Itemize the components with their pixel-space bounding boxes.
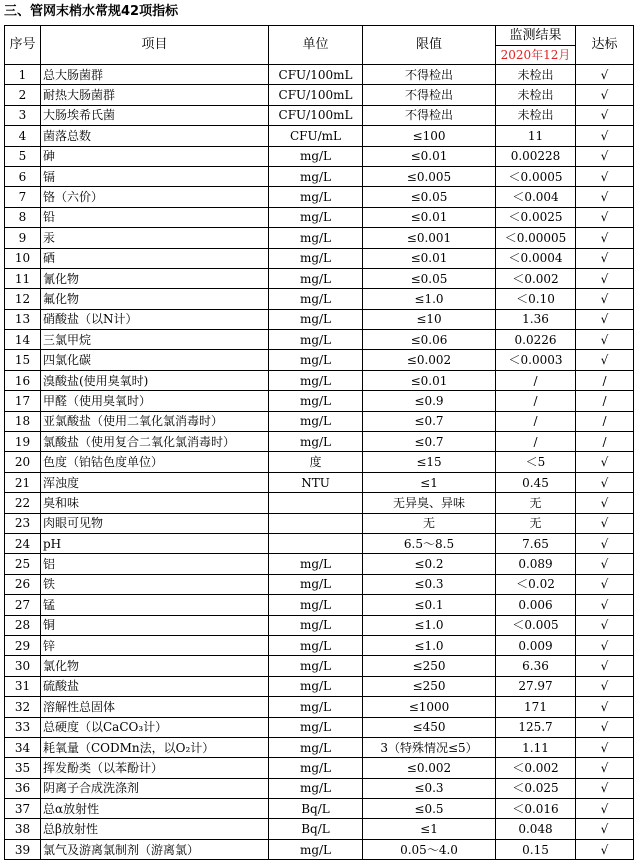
cell-limit: ≤0.05 — [363, 187, 496, 207]
table-row — [5, 697, 634, 717]
cell-result: 未检出 — [496, 65, 576, 85]
cell-unit: mg/L — [269, 554, 363, 574]
cell-limit: ≤450 — [363, 717, 496, 737]
table-row — [5, 656, 634, 676]
cell-unit: CFU/100mL — [269, 65, 363, 85]
cell-no: 27 — [5, 595, 41, 615]
cell-unit: mg/L — [269, 350, 363, 370]
cell-unit: mg/L — [269, 635, 363, 655]
cell-result: 0.15 — [496, 839, 576, 859]
cell-unit: mg/L — [269, 228, 363, 248]
cell-item: 阴离子合成洗涤剂 — [41, 778, 269, 798]
cell-unit: Bq/L — [269, 799, 363, 819]
cell-unit: mg/L — [269, 309, 363, 329]
cell-limit: ≤0.01 — [363, 370, 496, 390]
cell-result: 1.11 — [496, 737, 576, 757]
cell-limit: ≤0.3 — [363, 574, 496, 594]
cell-limit: ≤0.05 — [363, 268, 496, 288]
cell-unit: mg/L — [269, 391, 363, 411]
table-row — [5, 228, 634, 248]
cell-item: 臭和味 — [41, 493, 269, 513]
cell-result: ＜0.0004 — [496, 248, 576, 268]
cell-item: 挥发酚类（以苯酚计） — [41, 758, 269, 778]
cell-pass: √ — [576, 595, 634, 615]
cell-no: 12 — [5, 289, 41, 309]
cell-limit: ≤0.7 — [363, 411, 496, 431]
cell-limit: ≤15 — [363, 452, 496, 472]
cell-item: 硝酸盐（以N计） — [41, 309, 269, 329]
cell-pass: √ — [576, 472, 634, 492]
table-row — [5, 126, 634, 146]
cell-pass: √ — [576, 248, 634, 268]
cell-result: / — [496, 432, 576, 452]
table-row — [5, 554, 634, 574]
cell-result: 未检出 — [496, 85, 576, 105]
cell-pass: √ — [576, 289, 634, 309]
cell-no: 14 — [5, 330, 41, 350]
cell-unit: mg/L — [269, 370, 363, 390]
cell-pass: √ — [576, 778, 634, 798]
cell-pass: √ — [576, 126, 634, 146]
cell-item: 浑浊度 — [41, 472, 269, 492]
cell-pass: / — [576, 391, 634, 411]
cell-result: 125.7 — [496, 717, 576, 737]
cell-no: 17 — [5, 391, 41, 411]
cell-result: ＜5 — [496, 452, 576, 472]
cell-pass: √ — [576, 758, 634, 778]
cell-item: 锌 — [41, 635, 269, 655]
cell-limit: 不得检出 — [363, 105, 496, 125]
cell-item: 铜 — [41, 615, 269, 635]
cell-no: 9 — [5, 228, 41, 248]
cell-result: ＜0.004 — [496, 187, 576, 207]
table-row — [5, 799, 634, 819]
cell-item: 亚氯酸盐（使用二氧化氯消毒时） — [41, 411, 269, 431]
cell-no: 15 — [5, 350, 41, 370]
cell-no: 3 — [5, 105, 41, 125]
cell-result: / — [496, 411, 576, 431]
table-row — [5, 289, 634, 309]
cell-no: 28 — [5, 615, 41, 635]
cell-limit: ≤250 — [363, 676, 496, 696]
table-row — [5, 737, 634, 757]
cell-pass: √ — [576, 330, 634, 350]
cell-result: 未检出 — [496, 105, 576, 125]
cell-item: 肉眼可见物 — [41, 513, 269, 533]
cell-result: 0.00228 — [496, 146, 576, 166]
cell-item: 镉 — [41, 166, 269, 186]
cell-limit: ≤0.7 — [363, 432, 496, 452]
cell-result: / — [496, 391, 576, 411]
cell-limit: ≤0.2 — [363, 554, 496, 574]
table-row — [5, 350, 634, 370]
cell-no: 30 — [5, 656, 41, 676]
table-row — [5, 268, 634, 288]
cell-item: 耗氧量（CODMn法，以O₂计） — [41, 737, 269, 757]
cell-unit: mg/L — [269, 758, 363, 778]
table-row — [5, 105, 634, 125]
cell-no: 20 — [5, 452, 41, 472]
cell-result: ＜0.002 — [496, 758, 576, 778]
table-body — [5, 65, 634, 860]
cell-unit: mg/L — [269, 839, 363, 859]
cell-pass: √ — [576, 615, 634, 635]
cell-unit: mg/L — [269, 187, 363, 207]
cell-limit: ≤1.0 — [363, 289, 496, 309]
cell-result: ＜0.10 — [496, 289, 576, 309]
cell-pass: √ — [576, 737, 634, 757]
table-row — [5, 391, 634, 411]
cell-pass: √ — [576, 85, 634, 105]
cell-limit: 不得检出 — [363, 65, 496, 85]
cell-limit: ≤1.0 — [363, 615, 496, 635]
cell-limit: ≤0.002 — [363, 350, 496, 370]
cell-result: ＜0.0003 — [496, 350, 576, 370]
header-no: 序号 — [5, 26, 41, 65]
table-row — [5, 513, 634, 533]
cell-unit: mg/L — [269, 146, 363, 166]
cell-unit: 度 — [269, 452, 363, 472]
cell-no: 21 — [5, 472, 41, 492]
cell-limit: ≤1.0 — [363, 635, 496, 655]
cell-no: 39 — [5, 839, 41, 859]
cell-unit: mg/L — [269, 615, 363, 635]
header-result-label: 监测结果 — [496, 26, 575, 46]
table-row — [5, 370, 634, 390]
cell-pass: √ — [576, 717, 634, 737]
cell-pass: √ — [576, 65, 634, 85]
cell-pass: √ — [576, 819, 634, 839]
cell-limit: 不得检出 — [363, 85, 496, 105]
cell-result: 171 — [496, 697, 576, 717]
cell-limit: 0.05～4.0 — [363, 839, 496, 859]
cell-unit: CFU/mL — [269, 126, 363, 146]
cell-no: 24 — [5, 533, 41, 553]
cell-no: 7 — [5, 187, 41, 207]
cell-unit: mg/L — [269, 432, 363, 452]
header-row — [5, 26, 634, 65]
cell-item: 色度（铂钴色度单位） — [41, 452, 269, 472]
cell-pass: / — [576, 370, 634, 390]
table-row — [5, 432, 634, 452]
cell-no: 8 — [5, 207, 41, 227]
table-row — [5, 452, 634, 472]
cell-result: ＜0.0025 — [496, 207, 576, 227]
cell-limit: 3（特殊情况≤5） — [363, 737, 496, 757]
cell-pass: √ — [576, 513, 634, 533]
cell-unit: NTU — [269, 472, 363, 492]
cell-pass: √ — [576, 697, 634, 717]
cell-result: ＜0.02 — [496, 574, 576, 594]
header-result-date: 2020年12月 — [500, 48, 571, 62]
table-row — [5, 778, 634, 798]
cell-result: / — [496, 370, 576, 390]
table-row — [5, 166, 634, 186]
cell-item: 溴酸盐(使用臭氧时) — [41, 370, 269, 390]
cell-result: 0.45 — [496, 472, 576, 492]
cell-no: 37 — [5, 799, 41, 819]
cell-result: 0.0226 — [496, 330, 576, 350]
cell-limit: ≤250 — [363, 656, 496, 676]
table-row — [5, 187, 634, 207]
cell-pass: √ — [576, 799, 634, 819]
table-row — [5, 207, 634, 227]
cell-item: 甲醛（使用臭氧时） — [41, 391, 269, 411]
cell-no: 18 — [5, 411, 41, 431]
cell-item: 铅 — [41, 207, 269, 227]
cell-unit: mg/L — [269, 166, 363, 186]
cell-pass: √ — [576, 166, 634, 186]
cell-pass: √ — [576, 309, 634, 329]
cell-pass: √ — [576, 676, 634, 696]
table-row — [5, 65, 634, 85]
cell-result: 0.006 — [496, 595, 576, 615]
cell-limit: ≤0.06 — [363, 330, 496, 350]
cell-unit: mg/L — [269, 248, 363, 268]
cell-result: 11 — [496, 126, 576, 146]
cell-pass: / — [576, 411, 634, 431]
cell-unit: CFU/100mL — [269, 85, 363, 105]
cell-pass: √ — [576, 350, 634, 370]
cell-result: 无 — [496, 513, 576, 533]
cell-unit: mg/L — [269, 268, 363, 288]
cell-item: 氯化物 — [41, 656, 269, 676]
cell-result: 27.97 — [496, 676, 576, 696]
table-row — [5, 839, 634, 859]
table-row — [5, 595, 634, 615]
cell-pass: √ — [576, 207, 634, 227]
cell-pass: √ — [576, 635, 634, 655]
cell-limit: 无 — [363, 513, 496, 533]
cell-unit: mg/L — [269, 207, 363, 227]
cell-limit: ≤0.01 — [363, 207, 496, 227]
cell-no: 34 — [5, 737, 41, 757]
table-row — [5, 309, 634, 329]
cell-no: 16 — [5, 370, 41, 390]
cell-unit: mg/L — [269, 778, 363, 798]
header-item: 项目 — [41, 26, 269, 65]
cell-no: 6 — [5, 166, 41, 186]
cell-pass: √ — [576, 839, 634, 859]
cell-pass: √ — [576, 574, 634, 594]
cell-unit: mg/L — [269, 676, 363, 696]
cell-pass: √ — [576, 105, 634, 125]
cell-unit: mg/L — [269, 717, 363, 737]
table-row — [5, 676, 634, 696]
table-row — [5, 146, 634, 166]
cell-no: 25 — [5, 554, 41, 574]
table-row — [5, 819, 634, 839]
cell-limit: ≤0.1 — [363, 595, 496, 615]
cell-limit: ≤0.9 — [363, 391, 496, 411]
cell-item: 溶解性总固体 — [41, 697, 269, 717]
cell-pass: √ — [576, 187, 634, 207]
cell-no: 11 — [5, 268, 41, 288]
cell-item: 氯气及游离氯制剂（游离氯） — [41, 839, 269, 859]
header-unit: 单位 — [269, 26, 363, 65]
table-row — [5, 330, 634, 350]
table-row — [5, 717, 634, 737]
cell-item: 菌落总数 — [41, 126, 269, 146]
cell-item: 氟化物 — [41, 289, 269, 309]
cell-limit: ≤1 — [363, 819, 496, 839]
cell-item: pH — [41, 533, 269, 553]
cell-result: ＜0.0005 — [496, 166, 576, 186]
cell-item: 氰化物 — [41, 268, 269, 288]
cell-unit: Bq/L — [269, 819, 363, 839]
page-title: 三、管网末梢水常规42项指标 — [4, 4, 179, 19]
cell-pass: √ — [576, 656, 634, 676]
cell-result: ＜0.025 — [496, 778, 576, 798]
cell-limit: ≤0.5 — [363, 799, 496, 819]
table-row — [5, 472, 634, 492]
cell-no: 32 — [5, 697, 41, 717]
cell-unit: mg/L — [269, 595, 363, 615]
cell-result: 无 — [496, 493, 576, 513]
cell-item: 汞 — [41, 228, 269, 248]
cell-result: ＜0.002 — [496, 268, 576, 288]
cell-limit: 无异臭、异味 — [363, 493, 496, 513]
cell-no: 4 — [5, 126, 41, 146]
cell-limit: ≤1000 — [363, 697, 496, 717]
cell-no: 19 — [5, 432, 41, 452]
cell-pass: √ — [576, 554, 634, 574]
cell-limit: ≤10 — [363, 309, 496, 329]
cell-no: 29 — [5, 635, 41, 655]
cell-no: 35 — [5, 758, 41, 778]
water-quality-table — [4, 25, 634, 860]
cell-unit — [269, 533, 363, 553]
cell-item: 硒 — [41, 248, 269, 268]
cell-pass: √ — [576, 533, 634, 553]
cell-result: 0.048 — [496, 819, 576, 839]
table-row — [5, 411, 634, 431]
cell-no: 1 — [5, 65, 41, 85]
cell-no: 33 — [5, 717, 41, 737]
cell-result: 7.65 — [496, 533, 576, 553]
cell-unit — [269, 493, 363, 513]
header-pass: 达标 — [576, 26, 634, 65]
cell-limit: ≤100 — [363, 126, 496, 146]
cell-result: ＜0.016 — [496, 799, 576, 819]
cell-item: 硫酸盐 — [41, 676, 269, 696]
cell-item: 总α放射性 — [41, 799, 269, 819]
table-row — [5, 248, 634, 268]
cell-item: 砷 — [41, 146, 269, 166]
cell-limit: ≤0.01 — [363, 248, 496, 268]
cell-no: 31 — [5, 676, 41, 696]
cell-no: 2 — [5, 85, 41, 105]
cell-result: 1.36 — [496, 309, 576, 329]
cell-unit: mg/L — [269, 411, 363, 431]
cell-pass: √ — [576, 452, 634, 472]
cell-unit: mg/L — [269, 737, 363, 757]
cell-pass: √ — [576, 146, 634, 166]
cell-no: 38 — [5, 819, 41, 839]
cell-item: 耐热大肠菌群 — [41, 85, 269, 105]
cell-no: 10 — [5, 248, 41, 268]
cell-no: 23 — [5, 513, 41, 533]
cell-limit: ≤0.001 — [363, 228, 496, 248]
cell-no: 13 — [5, 309, 41, 329]
cell-unit: mg/L — [269, 289, 363, 309]
cell-limit: ≤1 — [363, 472, 496, 492]
cell-item: 四氯化碳 — [41, 350, 269, 370]
header-limit: 限值 — [363, 26, 496, 65]
cell-item: 三氯甲烷 — [41, 330, 269, 350]
cell-item: 铁 — [41, 574, 269, 594]
cell-result: 0.009 — [496, 635, 576, 655]
cell-no: 36 — [5, 778, 41, 798]
cell-limit: ≤0.005 — [363, 166, 496, 186]
cell-unit: mg/L — [269, 574, 363, 594]
cell-item: 铝 — [41, 554, 269, 574]
cell-unit — [269, 513, 363, 533]
cell-result: ＜0.00005 — [496, 228, 576, 248]
cell-no: 5 — [5, 146, 41, 166]
header-result — [496, 26, 576, 65]
cell-result: 0.089 — [496, 554, 576, 574]
cell-item: 铬（六价） — [41, 187, 269, 207]
cell-result: 6.36 — [496, 656, 576, 676]
cell-limit: ≤0.3 — [363, 778, 496, 798]
cell-item: 氯酸盐（使用复合二氧化氯消毒时） — [41, 432, 269, 452]
cell-limit: 6.5～8.5 — [363, 533, 496, 553]
cell-no: 26 — [5, 574, 41, 594]
table-row — [5, 85, 634, 105]
cell-item: 大肠埃希氏菌 — [41, 105, 269, 125]
cell-result: ＜0.005 — [496, 615, 576, 635]
cell-item: 锰 — [41, 595, 269, 615]
cell-limit: ≤0.002 — [363, 758, 496, 778]
cell-no: 22 — [5, 493, 41, 513]
table-row — [5, 758, 634, 778]
cell-unit: mg/L — [269, 330, 363, 350]
cell-unit: mg/L — [269, 656, 363, 676]
cell-unit: mg/L — [269, 697, 363, 717]
cell-pass: / — [576, 432, 634, 452]
cell-pass: √ — [576, 268, 634, 288]
cell-limit: ≤0.01 — [363, 146, 496, 166]
table-row — [5, 493, 634, 513]
table-row — [5, 615, 634, 635]
cell-item: 总大肠菌群 — [41, 65, 269, 85]
cell-item: 总β放射性 — [41, 819, 269, 839]
cell-pass: √ — [576, 493, 634, 513]
table-row — [5, 574, 634, 594]
cell-pass: √ — [576, 228, 634, 248]
cell-unit: CFU/100mL — [269, 105, 363, 125]
table-row — [5, 533, 634, 553]
table-row — [5, 635, 634, 655]
cell-item: 总硬度（以CaCO₃计） — [41, 717, 269, 737]
